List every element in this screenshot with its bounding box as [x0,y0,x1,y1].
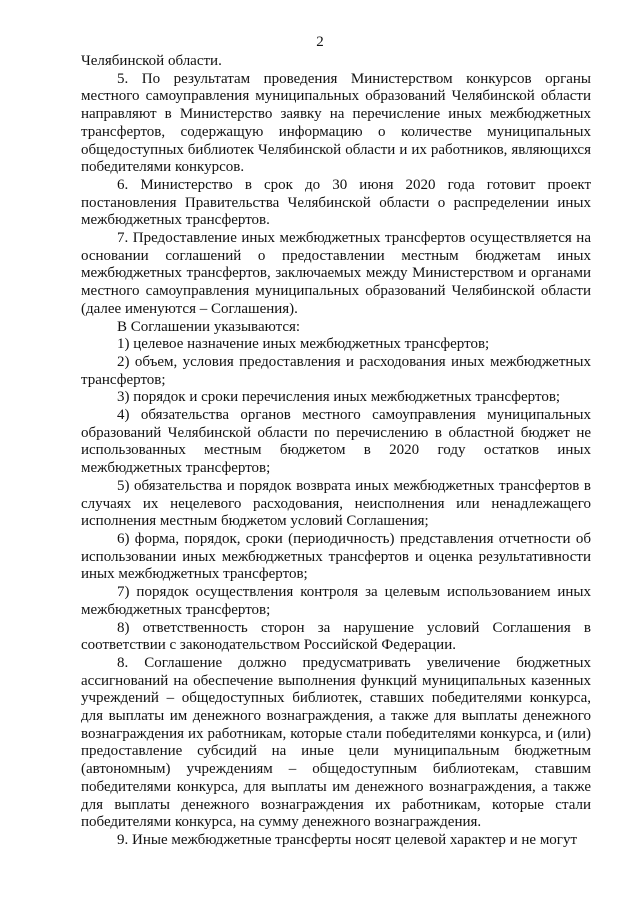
agreement-item-1: 1) целевое назначение иных межбюджетных трансфертов; [117,336,490,353]
paragraph-8: 8. Соглашение должно предусматривать увеличение бюджетных ассигнований на обеспечение выполнения функций муниципальных казенных учреждений – общедоступных библиотек, ставших победителями конкурса, для выплаты им денежного вознаграждения, а также для выплаты денежного вознаграждения их работникам, которые стали победителями конкурса, и (или) предоставление субсидий на иные цели муниципальным бюджетным (автономным) учреждениям – общедоступным библиотекам, ставшим победителями конкурса, для выплаты им денежного вознаграждения, а также для выплаты денежного вознаграждения их работникам, которые стали победителями конкурса, на сумму денежного вознаграждения. [81,654,591,831]
agreement-item-6: 6) форма, порядок, сроки (периодичность) представления отчетности об использовании иных межбюджетных трансфертов и оценка результативности иных межбюджетных трансфертов; [81,530,591,583]
document-body [81,53,591,850]
paragraph-7: 7. Предоставление иных межбюджетных трансфертов осуществляется на основании соглашений о предоставлении местным бюджетам иных межбюджетных трансфертов, заключаемых между Министерством и органами местного самоуправления муниципальных образований Челябинской области (далее именуются – Соглашения). [81,230,591,317]
agreement-item-5: 5) обязательства и порядок возврата иных межбюджетных трансфертов в случаях их нецелевого расходования, неисполнения или ненадлежащего исполнения местным бюджетом условий Соглашения; [81,477,591,530]
paragraph-9: 9. Иные межбюджетные трансферты носят целевой характер и не могут [117,831,578,848]
paragraph-6: 6. Министерство в срок до 30 июня 2020 года готовит проект постановления Правительства Челябинской области о распределении иных межбюджетных трансфертов. [81,176,591,229]
paragraph-continuation: Челябинской области. [81,53,222,69]
page-number: 2 [316,34,324,50]
agreement-item-4: 4) обязательства органов местного самоуправления муниципальных образований Челябинской области по перечислению в областной бюджет не использованных местным бюджетом в 2020 году остатков иных межбюджетных трансфертов; [81,407,591,477]
agreement-item-7: 7) порядок осуществления контроля за целевым использованием иных межбюджетных трансфертов; [81,584,591,618]
agreement-item-3: 3) порядок и сроки перечисления иных межбюджетных трансфертов; [117,389,561,406]
agreement-item-8: 8) ответственность сторон за нарушение условий Соглашения в соответствии с законодательством Российской Федерации. [81,619,591,654]
agreement-contents-intro: В Соглашении указываются: [117,318,301,335]
paragraph-5: 5. По результатам проведения Министерством конкурсов органы местного самоуправления муниципальных образований Челябинской области направляют в Министерство заявку на перечисление иных межбюджетных трансфертов, содержащую информацию о количестве муниципальных общедоступных библиотек Челябинской области и их работников, являющихся победителями конкурсов. [81,70,591,176]
agreement-item-2: 2) объем, условия предоставления и расходования иных межбюджетных трансфертов; [81,353,591,388]
